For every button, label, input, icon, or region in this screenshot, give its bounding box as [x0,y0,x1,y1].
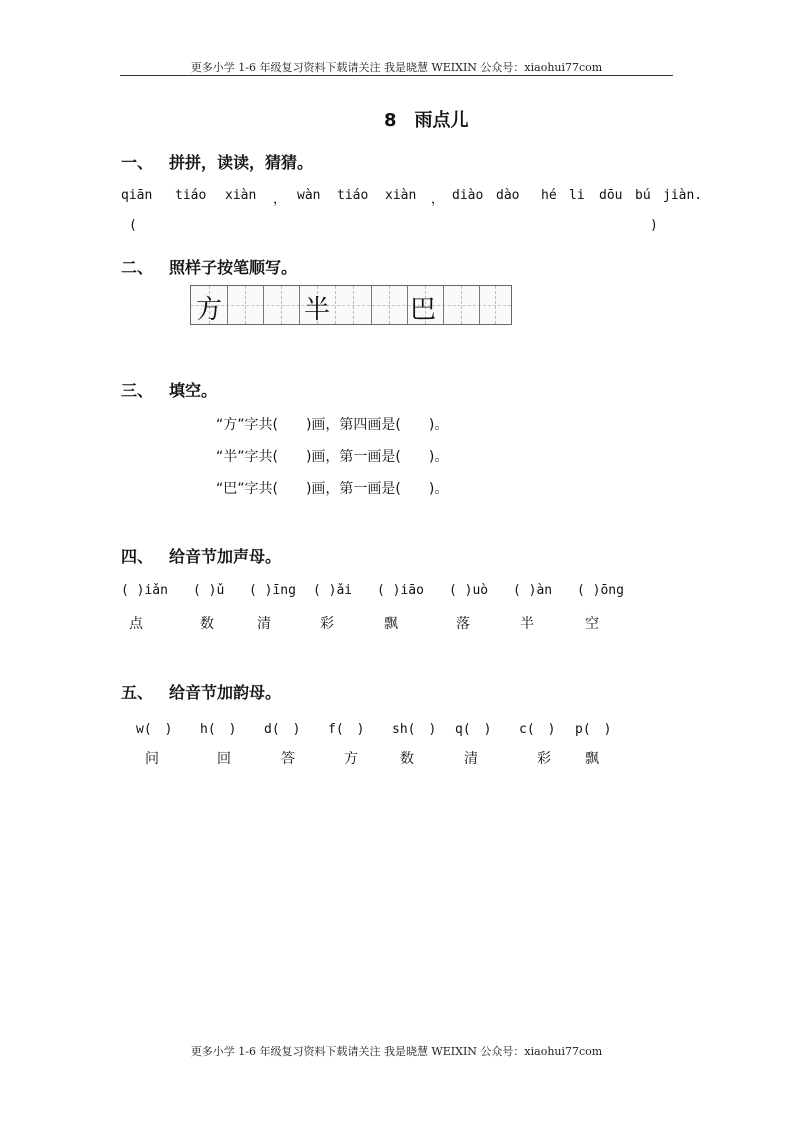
hint-char: 清 [257,616,271,632]
section-3-title: 填空。 [169,381,218,400]
riddle-syllable: ， [431,192,445,207]
hint-char: 回 [217,751,231,767]
final-blank: q( ) [455,722,492,737]
lesson-title: 8 雨点儿 [384,110,469,131]
example-char-fang: 方 [196,295,223,325]
riddle-syllable: hé [541,188,557,203]
hint-char: 落 [456,616,470,632]
final-blank: sh( ) [392,722,437,737]
final-blank: w( ) [136,722,173,737]
riddle-syllable: wàn [297,188,321,203]
page-footer: 更多小学 1-6 年级复习资料下载请关注 我是晓慧 WEIXIN 公众号：xiaohui77com [190,1045,603,1058]
initial-blank: ( )īng [249,583,296,598]
fill-blank-line: “巴”字共( )画，第一画是( )。 [216,481,449,497]
hint-char: 彩 [537,751,551,767]
riddle-syllable: bú [635,188,651,203]
riddle-syllable: dào [496,188,520,203]
final-blank: f( ) [328,722,365,737]
hint-char: 清 [464,751,478,767]
hint-char: 彩 [320,616,334,632]
riddle-syllable: dōu [599,188,623,203]
hint-char: 点 [129,616,143,632]
section-1-title: 拼拼，读读，猜猜。 [169,153,314,172]
hint-char: 问 [145,751,159,767]
fill-blank-line: “半”字共( )画，第一画是( )。 [216,449,449,465]
answer-open-paren: ( [129,218,137,233]
hint-char: 飘 [384,616,398,632]
hint-char: 答 [281,751,295,767]
writing-grid [190,285,512,325]
initial-blank: ( )ǎi [313,583,353,598]
header-divider [120,75,673,76]
hint-char: 半 [520,616,534,632]
section-3-heading [121,378,217,401]
hint-char: 数 [200,616,214,632]
initial-blank: ( )iǎn [121,583,168,598]
example-char-ba: 巴 [410,295,437,325]
section-2-title: 照样子按笔顺写。 [169,258,298,277]
initial-blank: ( )iāo [377,583,424,598]
section-5-number: 五、 [121,683,154,702]
final-blank: c( ) [519,722,556,737]
final-blank: h( ) [200,722,237,737]
initial-blank: ( )ōng [577,583,624,598]
riddle-syllable: ， [273,192,287,207]
riddle-syllable: jiàn. [663,188,703,203]
section-5-title: 给音节加韵母。 [169,683,282,702]
riddle-syllable: diào [452,188,484,203]
section-4-number: 四、 [121,547,154,566]
initial-blank: ( )àn [513,583,553,598]
hint-char: 飘 [585,751,599,767]
section-4-title: 给音节加声母。 [169,547,282,566]
final-blank: p( ) [575,722,612,737]
riddle-syllable: tiáo [337,188,369,203]
final-blank: d( ) [264,722,301,737]
section-4-heading [121,544,281,567]
section-2-heading [121,255,297,278]
riddle-syllable: tiáo [175,188,207,203]
section-5-heading [121,680,281,703]
initial-blank: ( )ǔ [193,583,225,598]
section-2-number: 二、 [121,258,154,277]
section-3-number: 三、 [121,381,154,400]
hint-char: 数 [400,751,414,767]
answer-close-paren: ) [650,218,658,233]
example-char-ban: 半 [304,295,331,325]
section-1-heading [121,150,313,173]
riddle-syllable: qiān [121,188,153,203]
hint-char: 空 [585,616,599,632]
riddle-syllable: xiàn [385,188,417,203]
hint-char: 方 [344,751,358,767]
initial-blank: ( )uò [449,583,489,598]
page-header: 更多小学 1-6 年级复习资料下载请关注 我是晓慧 WEIXIN 公众号：xiaohui77com [190,61,603,74]
section-1-number: 一、 [121,153,154,172]
riddle-syllable: li [569,188,585,203]
fill-blank-line: “方”字共( )画，第四画是( )。 [216,417,449,433]
riddle-syllable: xiàn [225,188,257,203]
